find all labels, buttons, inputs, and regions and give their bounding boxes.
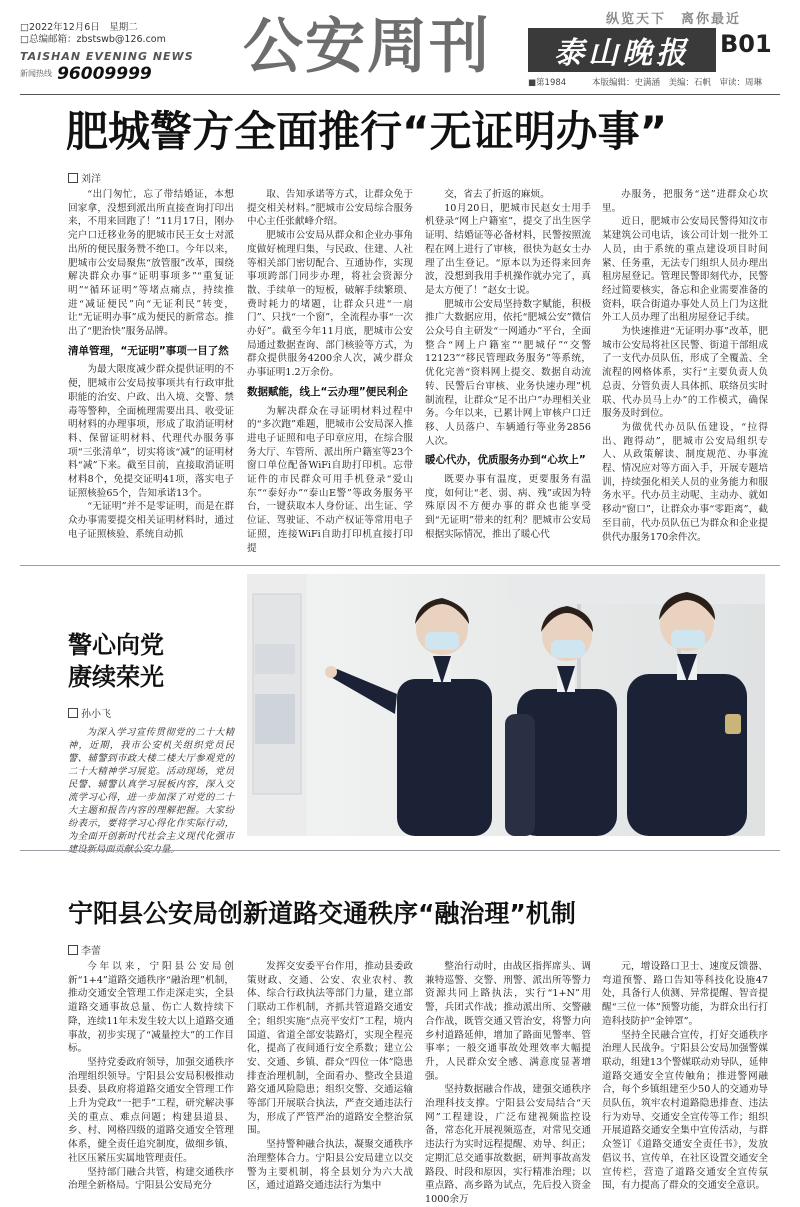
paragraph: 为解决群众在寻证明材料过程中的“多次跑”难题，肥城市公安局深入推进电子证照和电子印章应用，在综合服务大厅、车管所、派出所户籍室等23个窗口单位配备WiFi自助打印机。忘带证件的市民群众可用手机登录“爱山东”“泰好办”“泰山E警”等政务服务平台，一键获取本人身份证、出生证、学位证、驾驶证、不动产权证等常用电子证照，连接WiFi自助打印机直接打印提 xyxy=(247,405,413,554)
paragraph: 坚持党委政府领导，加强交通秩序治理组织领导。宁阳县公安局积极推动县委、县政府将道路交通安全管理工作上升为党政“一把手”工程，研究解决事关的重点、难点问题；构建县道县、乡、村、网格四级的道路交通安全管理体系，健全责任追究制度，做细乡镇、社区压紧压实属地管理责任。 xyxy=(68,1056,234,1164)
article1-author: 刘洋 xyxy=(81,174,101,185)
page-number: B01 xyxy=(720,30,772,58)
article1-column-2 xyxy=(247,188,413,560)
hotline-label: 新闻热线 xyxy=(20,69,52,78)
article3-column-1 xyxy=(68,960,234,1192)
edition-number: ■第1984 xyxy=(528,78,567,88)
article3-title: 宁阳县公安局创新道路交通秩序“融治理”机制 xyxy=(68,899,576,928)
paragraph: 坚持全民融合宣传，打好交通秩序治理人民战争。宁阳县公安局加强警媒联动，组建13个警媒联动劝导队，延伸道路交通安全宣传触角；推进警网融合，每个乡镇组建至少50人的交通劝导员队伍，筑牢农村道路隐患排查、违法行为劝导、交通安全宣传等工作；组织开展道路交通安全集中宣传活动，与群众签订《道路交通安全责任书》，发放倡议书、宣传单，在社区设置交通安全宣传栏，营造了道路交通安全宣传氛围，有力提高了群众的交通安全意识。 xyxy=(602,1029,768,1192)
paper-english-name: TAISHAN EVENING NEWS xyxy=(20,50,194,63)
subheading: 暖心代办，优质服务办到“心坎上” xyxy=(425,454,586,467)
paragraph: 办服务，把服务“送”进群众心坎里。 xyxy=(602,189,768,214)
issue-date: □2022年12月6日 星期二 xyxy=(20,22,138,33)
paragraph: 为做优代办员队伍建设，“拉得出、跑得动”，肥城市公安局组织专人、从政策解读、制度规范、办事流程、情况应对等方面入手，开展专题培训，持续强化相关人员的业务能力和服务水平。代办员主动呢、主动办、就如移动“窗口”，让群众办事“零距离”，截至目前，代办员队伍已为群众和企业提供代办服务170余件次。 xyxy=(602,421,768,543)
paragraph: 坚持警种融合执法，凝聚交通秩序治理整体合力。宁阳县公安局建立以交警为主要机制，将全县划分为六大战区，通过道路交通违法行为集中 xyxy=(247,1139,413,1192)
paragraph: 10月20日，肥城市民赵女士用手机登录“网上户籍室”，提交了出生医学证明、结婚证等必备材料，民警按照流程在网上进行了审核，很快为赵女士办理了出生登记。“原本以为还得来回奔波，没想到我用手机操作就办完了，真是太方便了！”赵女士说。 xyxy=(425,202,591,296)
masthead-logo xyxy=(528,28,716,72)
paragraph: 整治行动时，由战区指挥席头、调兼特巡警、交警、刑警、派出所等警力资源共同上路执法，实行“1+N”用警，兵团式作战；推动派出所、交警融合作战，既管交通又管治安，将警力向乡村道路延伸，增加了路面见警率、管事率；一般交通事故处理效率大幅提升，人民群众安全感、满意度显著增强。 xyxy=(425,961,591,1082)
hotline-block xyxy=(20,64,160,84)
slogan: 纵览天下 离你最近 xyxy=(606,12,742,27)
masthead-text: 泰山晚报 xyxy=(554,36,690,71)
article2-body xyxy=(68,726,234,842)
paragraph: 发挥交安委平台作用，推动县委政策财政、交通、公安、农业农村、教体、综合行政执法等部门力量，建立部门联动工作机制，齐抓共管道路交通安全；组织实施“点亮平安灯”工程，境内国道、省道全部安装路灯，实现全程亮化，提高了夜间通行安全系数；建立公安、交通、乡镇、群众“四位一体”隐患排查治理机制，全面看办、整改全县道路交通风险隐患；组织交警、交通运输等部门开展联合执法，严查交通违法行为，形成了严管严治的道路安全整治氛围。 xyxy=(247,961,413,1137)
subheading: 数据赋能，线上“云办理”便民利企 xyxy=(247,385,408,398)
subheading: 清单管理，“无证明”事项一目了然 xyxy=(68,344,229,357)
police-photo xyxy=(247,574,765,836)
paragraph: 元，增设路口卫士、速度反馈器、弯道预警、路口告知等科技化设施47处，具备行人侦测、异常提醒、智音提醒“三位一体”预警功能，为群众出行打造科技防护“金钟罩”。 xyxy=(602,961,768,1027)
paragraph: 取、告知承诺等方式，让群众免于提交相关材料。”肥城市公安局综合服务中心主任张献峰介绍。 xyxy=(247,189,413,228)
header-rule xyxy=(20,94,780,95)
section-title: 公安周刊 xyxy=(243,12,491,82)
article2-byline xyxy=(68,705,111,720)
section-divider xyxy=(20,850,780,851)
police-photo-illustration xyxy=(247,574,765,836)
article3-column-4 xyxy=(602,960,768,1192)
article2-title-line1: 警心向党 xyxy=(68,631,164,659)
paragraph: 近日，肥城市公安局民警得知汶市某建筑公司电话，该公司计划一批外工人员，由于系统的重点建设项目时间紧、任务重，无法专门组织人员办理出租房屋登记。管理民警即刻代办，民警经过简要核实，备忘和企业需要准备的资料，联合街道办事处人员上门为这批外工人员办理了出租房屋登记手续。 xyxy=(602,216,768,324)
paragraph: 坚持数据融合作战，建强交通秩序治理科技支撑。宁阳县公安局结合“天网”工程建设，广泛布建视频监控设备，常态化开展视频巡查，对常见交通违法行为实时远程提醒、劝导、纠正；定期汇总交通事故数据，研判事故高发路段、时段和原因，实行精准治理；以重点路、高乡路为试点，先后投入资金1000余万 xyxy=(425,1084,591,1205)
editor-email: □总编邮箱：zbstswb@126.com xyxy=(20,34,166,45)
article1-column-1 xyxy=(68,188,234,560)
paragraph: 肥城市公安局从群众和企业办事角度做好梳理归集，与民政、住建、人社等相关部门密切配合、互通协作，实现事项跨部门同步办理，将社会资源分散、手续单一的短板，破解手续繁琐、费时耗力的堵题，让群众只进“一扇门”、只找“一个窗”，全流程办事“一次办好”。截至今年11月底，肥城市公安局通过数据查询、部门核验等方式，为群众提供服务4200余人次，减少群众办事证明1.2万余份。 xyxy=(247,230,413,379)
paragraph: 为最大限度减少群众提供证明的不便，肥城市公安局按事项共有行政审批职能的治安、户政、出入境、交警、禁毒等警种，全面梳理需要出具、收受证明材料的办理事项，形成了取消证明材料、保留证明材料、代理代办服务事项“三张清单”，切实将该“减”的证明材料“减”下来。截至目前，直接取消证明材料8个，免提交证明41项，落实电子证照核验65个，告知承诺13个。 xyxy=(68,364,234,499)
article1-column-3 xyxy=(425,188,591,560)
paragraph: “出门匆忙，忘了带结婚证，本想回家拿，没想到派出所直接查询打印出来，不用来回跑了！”11月17日，刚办完户口迁移业务的肥城市民王女士对派出所的便民服务赞不绝口。今年以来，肥城市公安局聚焦“放管服”改革，围绕解决群众办事“证明事项多”“重复证明”“循环证明”等堵点痛点，持续推进“减证便民”向“无证利民”转变，让“无证明办事”成为便民的新常态。推出了“肥治快”服务品牌。 xyxy=(68,189,234,338)
paragraph: “无证明”并不是零证明，而是在群众办事需要提交相关证明材料时，通过电子证照核验、系统自动抓 xyxy=(68,501,234,540)
paragraph: 今年以来，宁阳县公安局创新“1+4”道路交通秩序“融治理”机制，推动交通安全管理工作走深走实，全县道路交通事故总量、伤亡人数持续下降，连续11年未发生较大以上道路交通事故，初步实现了“减量控大”的工作目标。 xyxy=(68,961,234,1055)
paragraph: 交，省去了折返的麻烦。 xyxy=(444,189,550,200)
article1-byline xyxy=(68,170,101,185)
article1-title: 肥城警方全面推行“无证明办事” xyxy=(66,107,668,156)
paragraph: 既要办事有温度，更要服务有温度，如何让“老、弱、病、残”或因为特殊原因不方便办事的群众也能享受到“无证明”带来的红利？肥城市公安局根据实际情况，推出了暖心代 xyxy=(425,474,591,540)
hotline-number: 96009999 xyxy=(57,64,152,84)
article1-column-4 xyxy=(602,188,768,560)
article3-column-3 xyxy=(425,960,591,1205)
article3-column-2 xyxy=(247,960,413,1192)
article3-author: 李蕾 xyxy=(81,946,101,957)
article3-byline xyxy=(68,942,101,957)
section-divider xyxy=(20,565,780,566)
paragraph: 为深入学习宣传贯彻党的二十大精神，近期，我市公安机关组织党员民警、辅警到市政大楼二楼大厅参观党的二十大精神学习展览。活动现场，党员民警、辅警认真学习展板内容，深入交流学习心得，进一步加深了对党的二十大主题和报告内容的理解把握。大家纷纷表示，要将学习心得化作实际行动，为全面开创新时代社会主义现代化强市 xyxy=(68,727,234,842)
article2-title-line2: 赓续荣光 xyxy=(68,663,164,691)
page-editors: 本版编辑：史满涵 美编：石帆 审读：周琳 xyxy=(592,78,763,88)
paragraph: 坚持部门融合共管，构建交通秩序治理全新格局。宁阳县公安局充分 xyxy=(68,1166,234,1192)
paragraph: 肥城市公安局坚持数字赋能，积极推广大数据应用，依托“肥城公安”微信公众号自主研发“一网通办”平台，全面整合“网上户籍室”“肥城仔”“交警12123”“移民管理政务服务”等系统，优化完善“资料网上提交、数据自动流转、民警后台审核、业务快速办理”机制流程，让群众“足不出户”办理相关业务。今年以来，已累计网上审核户口迁移、人员落户、车辆通行等业务2856人次。 xyxy=(425,298,591,447)
paragraph: 为快速推进“无证明办事”改革，肥城市公安局将社区民警、街道干部组成了一支代办员队伍，形成了全覆盖、全流程的网格体系，实行“主要负责人负总责、分管负责人具体抓、联络员实时联、代办员马上办”的工作模式，确保服务及时到位。 xyxy=(602,326,768,420)
article2-author: 孙小飞 xyxy=(81,709,111,720)
